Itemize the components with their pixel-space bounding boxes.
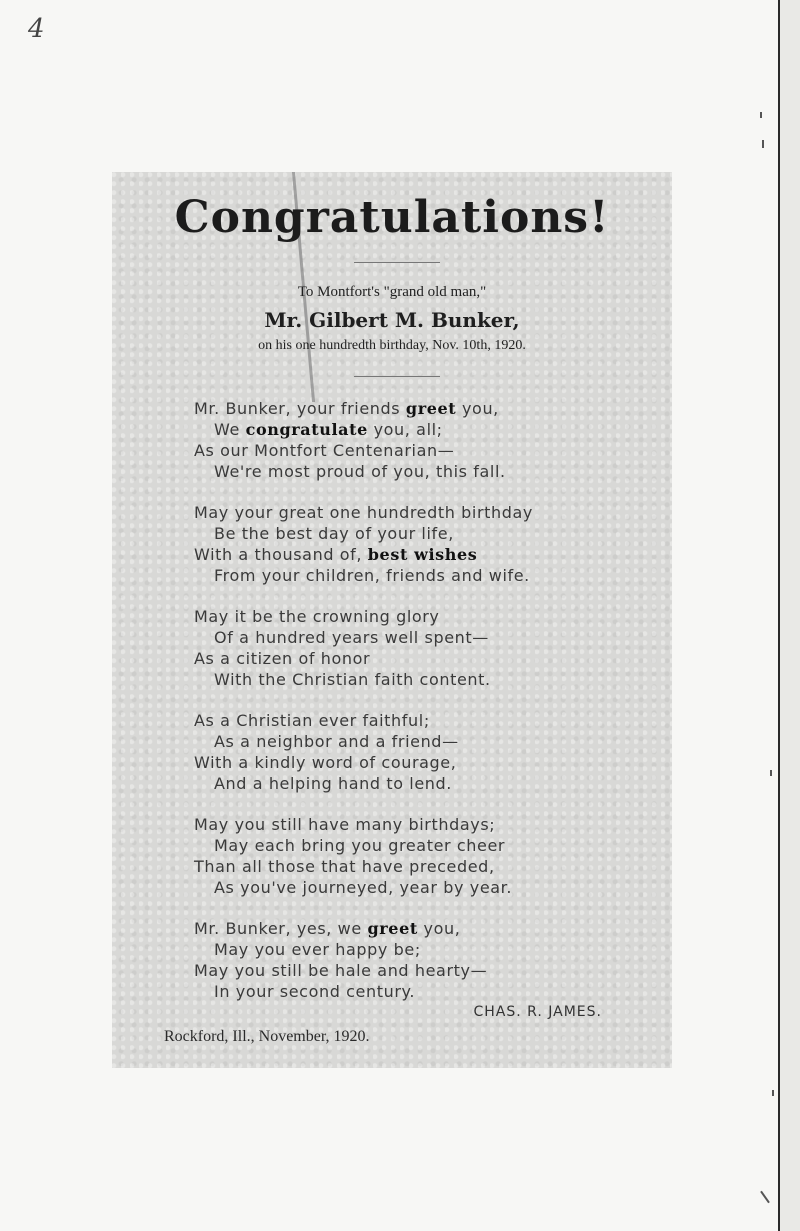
scan-mark [772, 1090, 774, 1096]
author-signature: CHAS. R. JAMES. [473, 1004, 602, 1020]
poem-line: May you ever happy be; [214, 940, 421, 959]
poem-line: And a helping hand to lend. [214, 774, 452, 793]
poem-line: May each bring you greater cheer [214, 836, 506, 855]
page-edge-line [778, 0, 780, 1231]
poem-line: As you've journeyed, year by year. [214, 878, 513, 897]
poem-line: May it be the crowning glory [194, 607, 440, 626]
place-date-line: Rockford, Ill., November, 1920. [164, 1028, 370, 1045]
page-edge-shadow [780, 0, 800, 1231]
divider-rule [354, 376, 440, 377]
poem-stanza [194, 606, 654, 690]
dedication-line: To Montfort's "grand old man," [297, 284, 487, 300]
scan-mark [770, 770, 772, 776]
dedication-occasion: on his one hundredth birthday, Nov. 10th, 1920. [258, 338, 526, 353]
poem [194, 398, 654, 1022]
poem-line: Be the best day of your life, [214, 524, 454, 543]
poem-stanza [194, 398, 654, 482]
poem-line: As our Montfort Centenarian— [194, 441, 455, 460]
emphasized-word: best wishes [367, 545, 478, 564]
poem-line: May you still be hale and hearty— [194, 961, 488, 980]
poem-line: May your great one hundredth birthday [194, 503, 534, 522]
emphasized-word: congratulate [245, 420, 368, 439]
poem-line: With the Christian faith content. [214, 670, 491, 689]
poem-line: From your children, friends and wife. [214, 566, 530, 585]
page-number: 4 [28, 14, 45, 44]
scan-mark [762, 140, 764, 148]
divider-rule [354, 262, 440, 263]
poem-line: Mr. Bunker, yes, we greet you, [194, 919, 461, 938]
poem-stanza [194, 502, 654, 586]
poem-line: As a Christian ever faithful; [194, 711, 430, 730]
poem-stanza [194, 710, 654, 794]
poem-line: As a neighbor and a friend— [214, 732, 459, 751]
clipping-title: Congratulations! [174, 192, 610, 243]
newspaper-clipping [112, 172, 672, 1068]
poem-line: With a thousand of, best wishes [194, 545, 478, 564]
emphasized-word: greet [367, 919, 418, 938]
poem-line: Mr. Bunker, your friends greet you, [194, 399, 499, 418]
poem-line: We congratulate you, all; [214, 420, 443, 439]
poem-stanza [194, 814, 654, 898]
poem-line: May you still have many birthdays; [194, 815, 496, 834]
scan-mark [760, 112, 762, 118]
poem-line: With a kindly word of courage, [194, 753, 457, 772]
poem-line: We're most proud of you, this fall. [214, 462, 506, 481]
emphasized-word: greet [405, 399, 457, 418]
poem-line: As a citizen of honor [194, 649, 371, 668]
poem-stanza [194, 918, 654, 1002]
poem-line: Than all those that have preceded, [194, 857, 495, 876]
poem-line: Of a hundred years well spent— [214, 628, 489, 647]
scan-mark [760, 1191, 770, 1204]
honoree-name: Mr. Gilbert M. Bunker, [264, 308, 520, 332]
poem-line: In your second century. [214, 982, 416, 1001]
